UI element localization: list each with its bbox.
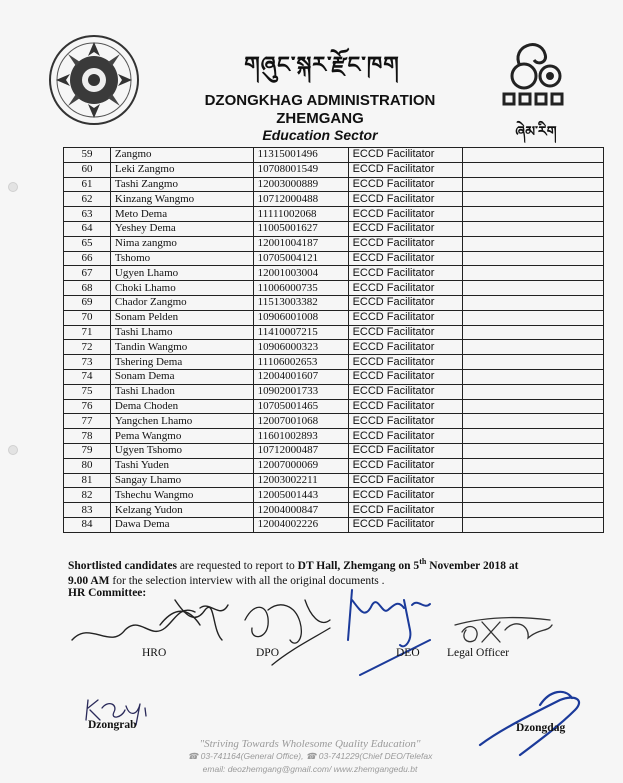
remarks-cell bbox=[463, 295, 604, 310]
position-cell: ECCD Facilitator bbox=[348, 162, 463, 177]
remarks-cell bbox=[463, 340, 604, 355]
footer-contact: ☎ 03-741164(General Office), ☎ 03-741229(Chief DEO/Telefax bbox=[187, 751, 433, 761]
serial-number-cell: 67 bbox=[64, 266, 111, 281]
remarks-cell bbox=[463, 251, 604, 266]
tibetan-subtitle: ཞེམ་རིག bbox=[515, 124, 557, 140]
cid-number-cell: 11111002068 bbox=[253, 207, 348, 222]
position-cell: ECCD Facilitator bbox=[348, 503, 463, 518]
cid-number-cell: 10906001008 bbox=[253, 310, 348, 325]
table-row bbox=[64, 399, 604, 414]
serial-number-cell: 71 bbox=[64, 325, 111, 340]
cid-number-cell: 12001003004 bbox=[253, 266, 348, 281]
notice-date-sup: th bbox=[419, 557, 427, 566]
remarks-cell bbox=[463, 162, 604, 177]
header-administration: DZONGKHAG ADMINISTRATION bbox=[204, 92, 436, 109]
candidate-name-cell: Dawa Dema bbox=[110, 517, 253, 532]
position-cell: ECCD Facilitator bbox=[348, 369, 463, 384]
cid-number-cell: 10712000487 bbox=[253, 443, 348, 458]
notice-lead: Shortlisted candidates bbox=[68, 559, 177, 572]
serial-number-cell: 80 bbox=[64, 458, 111, 473]
serial-number-cell: 75 bbox=[64, 384, 111, 399]
table-row bbox=[64, 473, 604, 488]
remarks-cell bbox=[463, 384, 604, 399]
serial-number-cell: 69 bbox=[64, 295, 111, 310]
cid-number-cell: 11005001627 bbox=[253, 221, 348, 236]
punch-hole bbox=[8, 445, 18, 455]
position-cell: ECCD Facilitator bbox=[348, 148, 463, 163]
notice-at: at bbox=[505, 559, 519, 572]
candidate-name-cell: Chador Zangmo bbox=[110, 295, 253, 310]
candidate-table bbox=[63, 147, 604, 533]
remarks-cell bbox=[463, 429, 604, 444]
cid-number-cell: 11106002653 bbox=[253, 355, 348, 370]
candidate-name-cell: Nima zangmo bbox=[110, 236, 253, 251]
cid-number-cell: 12001004187 bbox=[253, 236, 348, 251]
cid-number-cell: 11315001496 bbox=[253, 148, 348, 163]
remarks-cell bbox=[463, 148, 604, 163]
header-sector: Education Sector bbox=[262, 127, 378, 143]
notice-date: November 2018 bbox=[426, 559, 506, 572]
notice-venue: DT Hall, Zhemgang bbox=[297, 559, 396, 572]
signatory-dzongrab-label: Dzongrab bbox=[88, 719, 137, 731]
cid-number-cell: 12004000847 bbox=[253, 503, 348, 518]
table-row bbox=[64, 517, 604, 532]
remarks-cell bbox=[463, 192, 604, 207]
notice-paragraph bbox=[68, 554, 588, 589]
footer-motto: "Striving Towards Wholesome Quality Education" bbox=[199, 738, 421, 750]
serial-number-cell: 79 bbox=[64, 443, 111, 458]
candidate-name-cell: Tashi Zangmo bbox=[110, 177, 253, 192]
position-cell: ECCD Facilitator bbox=[348, 488, 463, 503]
candidate-name-cell: Kelzang Yudon bbox=[110, 503, 253, 518]
signatory-deo-label: DEO bbox=[396, 647, 420, 659]
table-row bbox=[64, 458, 604, 473]
table-row bbox=[64, 207, 604, 222]
position-cell: ECCD Facilitator bbox=[348, 221, 463, 236]
serial-number-cell: 61 bbox=[64, 177, 111, 192]
remarks-cell bbox=[463, 414, 604, 429]
cid-number-cell: 12003002211 bbox=[253, 473, 348, 488]
remarks-cell bbox=[463, 221, 604, 236]
position-cell: ECCD Facilitator bbox=[348, 473, 463, 488]
position-cell: ECCD Facilitator bbox=[348, 236, 463, 251]
remarks-cell bbox=[463, 325, 604, 340]
serial-number-cell: 59 bbox=[64, 148, 111, 163]
signatory-dpo-label: DPO bbox=[256, 647, 280, 659]
position-cell: ECCD Facilitator bbox=[348, 517, 463, 532]
remarks-cell bbox=[463, 281, 604, 296]
serial-number-cell: 83 bbox=[64, 503, 111, 518]
serial-number-cell: 63 bbox=[64, 207, 111, 222]
remarks-cell bbox=[463, 177, 604, 192]
position-cell: ECCD Facilitator bbox=[348, 192, 463, 207]
serial-number-cell: 77 bbox=[64, 414, 111, 429]
cid-number-cell: 11410007215 bbox=[253, 325, 348, 340]
header-district: ZHEMGANG bbox=[276, 110, 364, 127]
remarks-cell bbox=[463, 207, 604, 222]
candidate-name-cell: Dema Choden bbox=[110, 399, 253, 414]
cid-number-cell: 11601002893 bbox=[253, 429, 348, 444]
candidate-name-cell: Tshomo bbox=[110, 251, 253, 266]
table-row bbox=[64, 369, 604, 384]
position-cell: ECCD Facilitator bbox=[348, 310, 463, 325]
table-row bbox=[64, 192, 604, 207]
cid-number-cell: 11513003382 bbox=[253, 295, 348, 310]
candidate-name-cell: Sonam Dema bbox=[110, 369, 253, 384]
remarks-cell bbox=[463, 458, 604, 473]
national-emblem-icon bbox=[48, 34, 140, 126]
serial-number-cell: 82 bbox=[64, 488, 111, 503]
position-cell: ECCD Facilitator bbox=[348, 443, 463, 458]
cid-number-cell: 10705001465 bbox=[253, 399, 348, 414]
cid-number-cell: 12007001068 bbox=[253, 414, 348, 429]
remarks-cell bbox=[463, 473, 604, 488]
candidate-table-body bbox=[64, 148, 604, 533]
serial-number-cell: 70 bbox=[64, 310, 111, 325]
serial-number-cell: 76 bbox=[64, 399, 111, 414]
position-cell: ECCD Facilitator bbox=[348, 207, 463, 222]
table-row bbox=[64, 221, 604, 236]
table-row bbox=[64, 384, 604, 399]
notice-mid: are requested to report to bbox=[176, 559, 298, 572]
candidate-name-cell: Leki Zangmo bbox=[110, 162, 253, 177]
candidate-name-cell: Yangchen Lhamo bbox=[110, 414, 253, 429]
candidate-name-cell: Pema Wangmo bbox=[110, 429, 253, 444]
candidate-name-cell: Sonam Pelden bbox=[110, 310, 253, 325]
remarks-cell bbox=[463, 517, 604, 532]
position-cell: ECCD Facilitator bbox=[348, 251, 463, 266]
position-cell: ECCD Facilitator bbox=[348, 458, 463, 473]
table-row bbox=[64, 177, 604, 192]
serial-number-cell: 62 bbox=[64, 192, 111, 207]
signatory-dzongdag-label: Dzongdag bbox=[516, 722, 566, 734]
position-cell: ECCD Facilitator bbox=[348, 295, 463, 310]
table-row bbox=[64, 503, 604, 518]
table-row bbox=[64, 281, 604, 296]
candidate-name-cell: Zangmo bbox=[110, 148, 253, 163]
remarks-cell bbox=[463, 236, 604, 251]
tibetan-title: གཞུང་སྐར་རྫོང་ཁག bbox=[244, 53, 400, 78]
position-cell: ECCD Facilitator bbox=[348, 429, 463, 444]
table-row bbox=[64, 340, 604, 355]
table-row bbox=[64, 355, 604, 370]
remarks-cell bbox=[463, 266, 604, 281]
candidate-name-cell: Choki Lhamo bbox=[110, 281, 253, 296]
remarks-cell bbox=[463, 355, 604, 370]
cid-number-cell: 11006000735 bbox=[253, 281, 348, 296]
table-row bbox=[64, 266, 604, 281]
candidate-name-cell: Meto Dema bbox=[110, 207, 253, 222]
remarks-cell bbox=[463, 488, 604, 503]
position-cell: ECCD Facilitator bbox=[348, 355, 463, 370]
table-row bbox=[64, 148, 604, 163]
position-cell: ECCD Facilitator bbox=[348, 177, 463, 192]
hr-committee-heading: HR Committee: bbox=[68, 587, 147, 599]
notice-on: on 5 bbox=[395, 559, 420, 572]
table-row bbox=[64, 429, 604, 444]
candidate-name-cell: Tshechu Wangmo bbox=[110, 488, 253, 503]
remarks-cell bbox=[463, 443, 604, 458]
cid-number-cell: 10902001733 bbox=[253, 384, 348, 399]
candidate-name-cell: Ugyen Tshomo bbox=[110, 443, 253, 458]
candidate-name-cell: Yeshey Dema bbox=[110, 221, 253, 236]
candidate-name-cell: Sangay Lhamo bbox=[110, 473, 253, 488]
remarks-cell bbox=[463, 310, 604, 325]
signature-deo-icon bbox=[348, 590, 430, 675]
signature-legal-officer-icon bbox=[455, 618, 552, 642]
serial-number-cell: 74 bbox=[64, 369, 111, 384]
table-row bbox=[64, 414, 604, 429]
candidate-name-cell: Tandin Wangmo bbox=[110, 340, 253, 355]
table-row bbox=[64, 325, 604, 340]
remarks-cell bbox=[463, 399, 604, 414]
serial-number-cell: 81 bbox=[64, 473, 111, 488]
serial-number-cell: 73 bbox=[64, 355, 111, 370]
remarks-cell bbox=[463, 503, 604, 518]
table-row bbox=[64, 251, 604, 266]
candidate-name-cell: Tashi Lhamo bbox=[110, 325, 253, 340]
candidate-name-cell: Tashi Yuden bbox=[110, 458, 253, 473]
cid-number-cell: 12004002226 bbox=[253, 517, 348, 532]
cid-number-cell: 12007000069 bbox=[253, 458, 348, 473]
remarks-cell bbox=[463, 369, 604, 384]
cid-number-cell: 12004001607 bbox=[253, 369, 348, 384]
cid-number-cell: 10906000323 bbox=[253, 340, 348, 355]
cid-number-cell: 12005001443 bbox=[253, 488, 348, 503]
position-cell: ECCD Facilitator bbox=[348, 399, 463, 414]
serial-number-cell: 66 bbox=[64, 251, 111, 266]
signature-hro-icon bbox=[72, 600, 228, 640]
cid-number-cell: 10712000488 bbox=[253, 192, 348, 207]
serial-number-cell: 78 bbox=[64, 429, 111, 444]
table-row bbox=[64, 162, 604, 177]
table-row bbox=[64, 295, 604, 310]
footer-email: email: deozhemgang@gmail.com/ www.zhemgangedu.bt bbox=[202, 764, 418, 774]
candidate-name-cell: Kinzang Wangmo bbox=[110, 192, 253, 207]
candidate-name-cell: Tshering Dema bbox=[110, 355, 253, 370]
notice-tail: for the selection interview with all the original documents . bbox=[109, 574, 385, 587]
serial-number-cell: 65 bbox=[64, 236, 111, 251]
position-cell: ECCD Facilitator bbox=[348, 340, 463, 355]
position-cell: ECCD Facilitator bbox=[348, 281, 463, 296]
punch-hole bbox=[8, 182, 18, 192]
table-row bbox=[64, 310, 604, 325]
serial-number-cell: 68 bbox=[64, 281, 111, 296]
cid-number-cell: 10708001549 bbox=[253, 162, 348, 177]
signatory-hro-label: HRO bbox=[142, 647, 167, 659]
notice-time: 9.00 AM bbox=[68, 574, 110, 587]
cid-number-cell: 10705004121 bbox=[253, 251, 348, 266]
position-cell: ECCD Facilitator bbox=[348, 325, 463, 340]
signatory-legal-officer-label: Legal Officer bbox=[447, 647, 510, 659]
table-row bbox=[64, 443, 604, 458]
serial-number-cell: 60 bbox=[64, 162, 111, 177]
position-cell: ECCD Facilitator bbox=[348, 266, 463, 281]
cid-number-cell: 12003000889 bbox=[253, 177, 348, 192]
candidate-name-cell: Ugyen Lhamo bbox=[110, 266, 253, 281]
table-row bbox=[64, 488, 604, 503]
table-row bbox=[64, 236, 604, 251]
position-cell: ECCD Facilitator bbox=[348, 414, 463, 429]
position-cell: ECCD Facilitator bbox=[348, 384, 463, 399]
candidate-name-cell: Tashi Lhadon bbox=[110, 384, 253, 399]
serial-number-cell: 64 bbox=[64, 221, 111, 236]
serial-number-cell: 84 bbox=[64, 517, 111, 532]
serial-number-cell: 72 bbox=[64, 340, 111, 355]
